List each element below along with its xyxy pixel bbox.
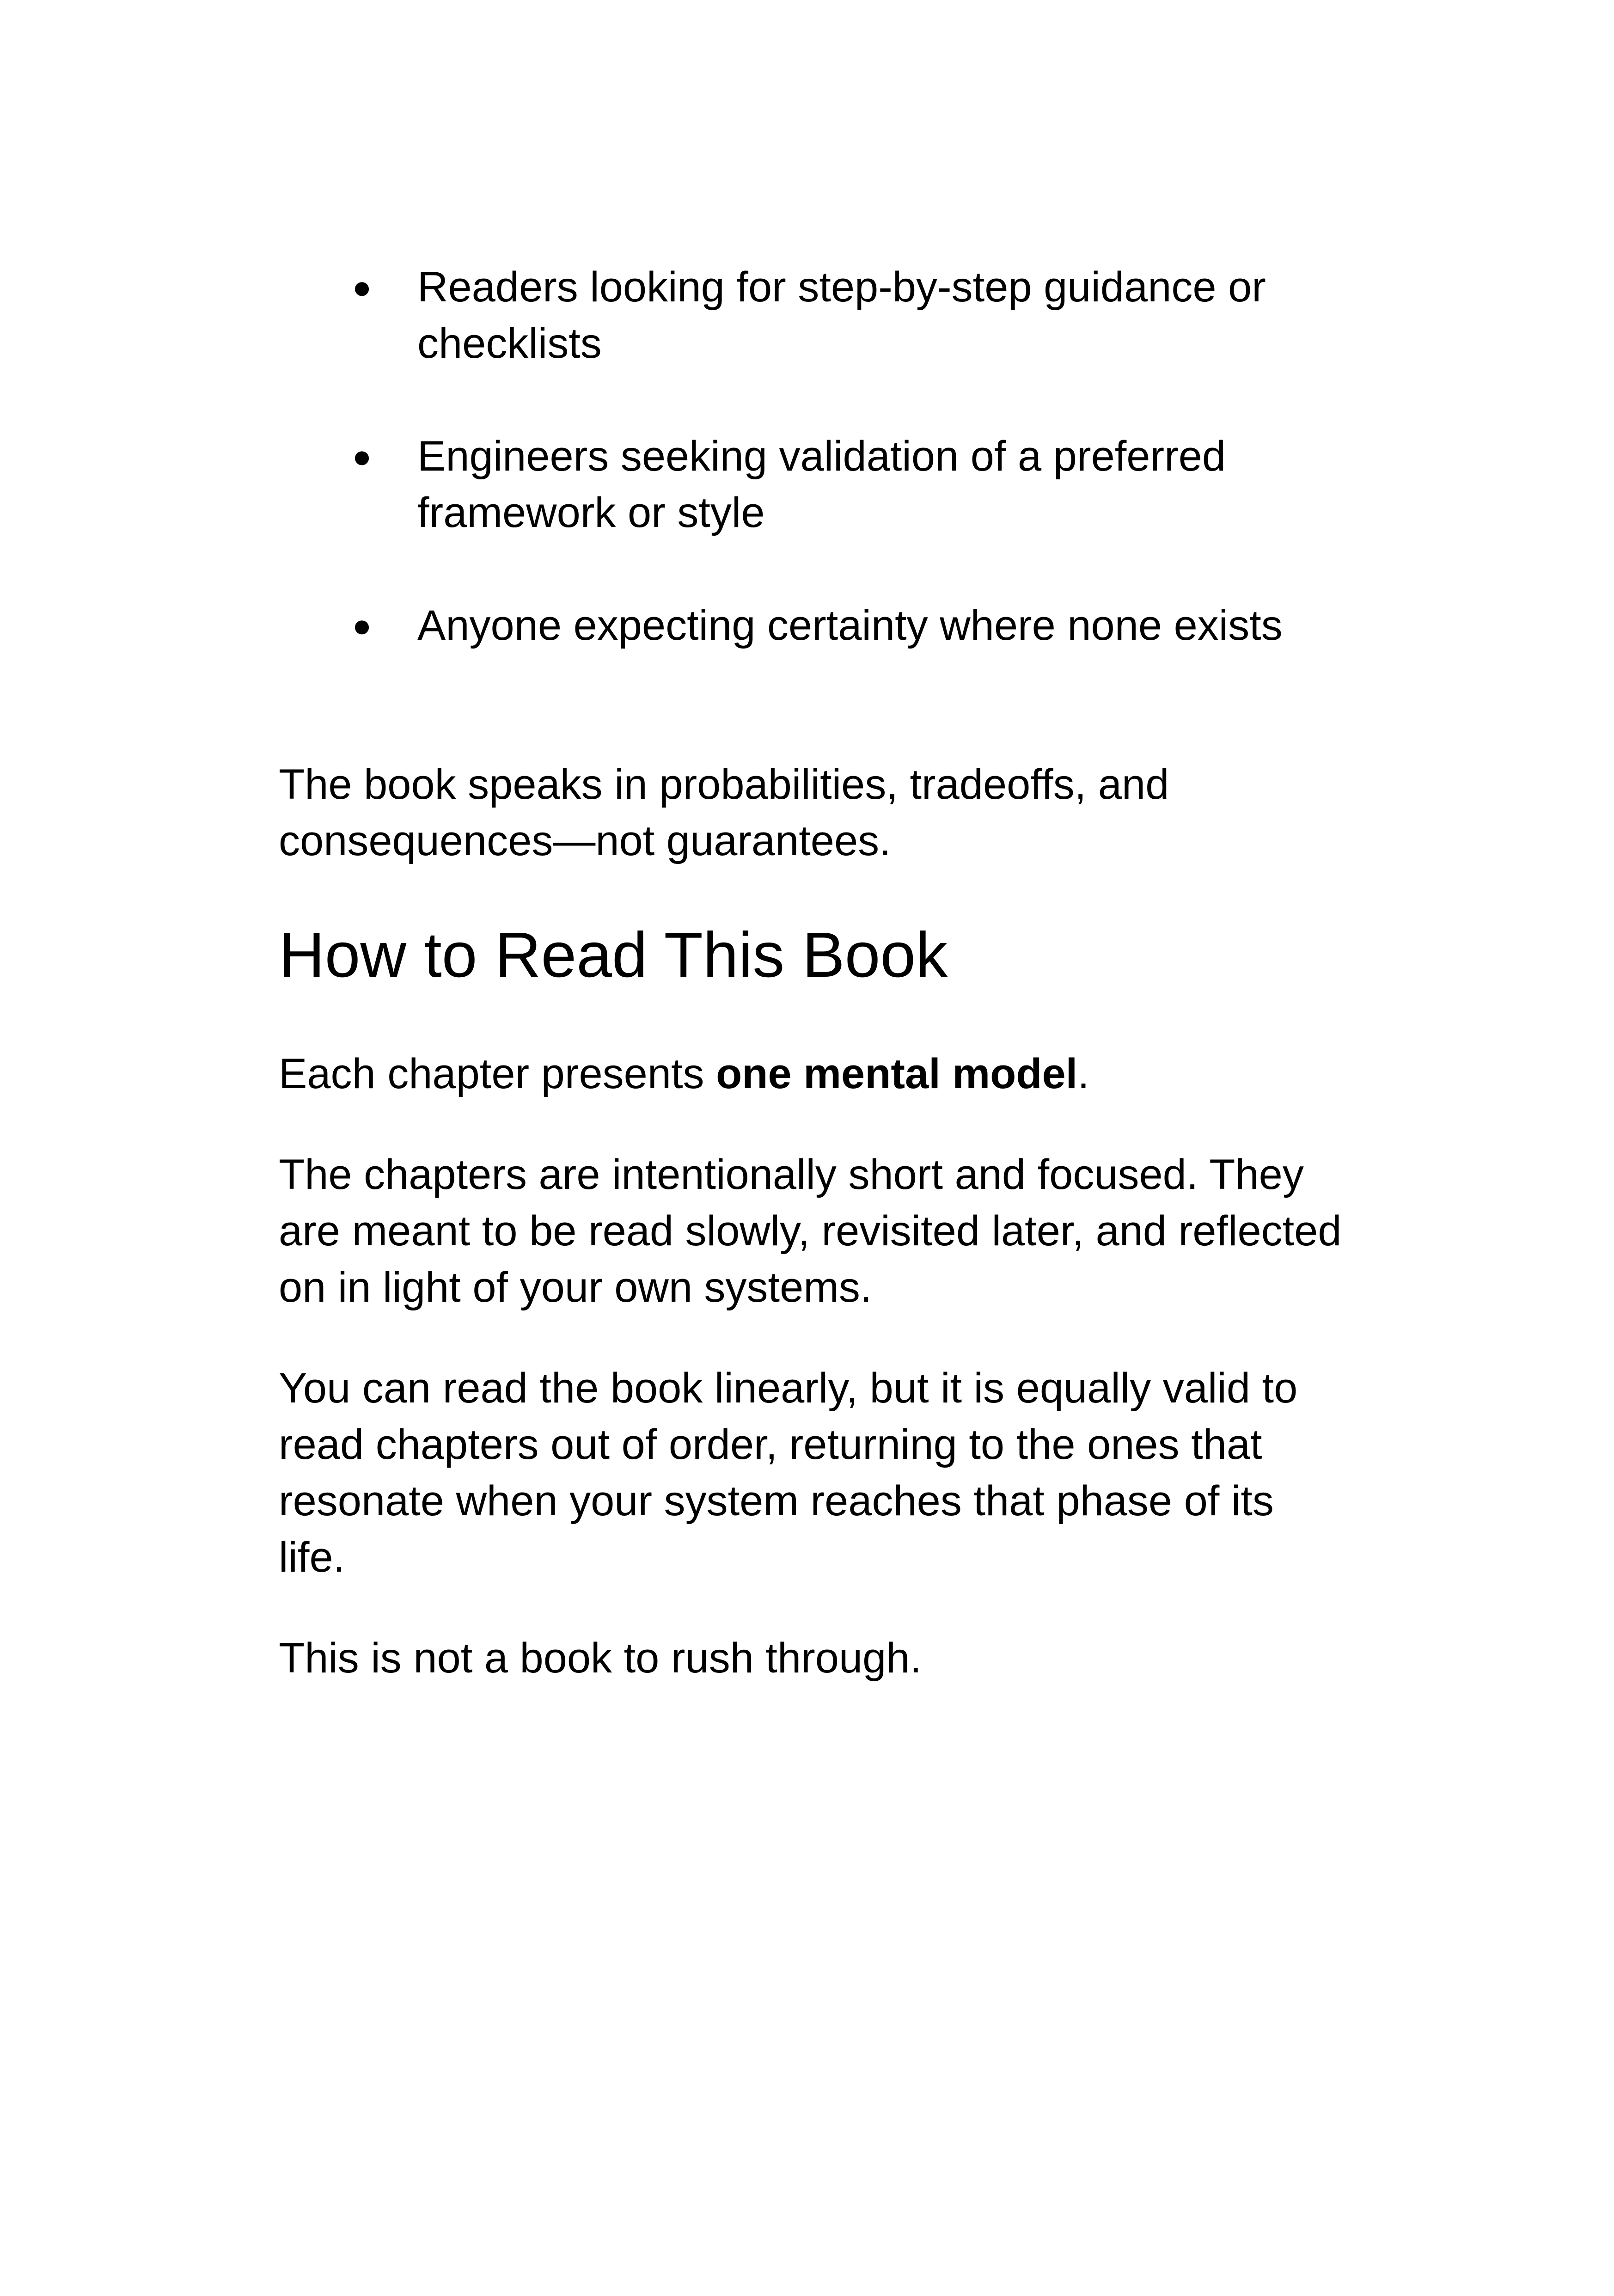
- page-content: [279, 259, 1351, 1686]
- bullet-icon: ●: [352, 607, 372, 643]
- list-item: [279, 259, 1351, 372]
- bullet-text: Readers looking for step-by-step guidance or checklists: [417, 263, 1266, 367]
- list-item: [279, 597, 1351, 654]
- chapter-intro-paragraph: [279, 1046, 1351, 1102]
- chapter-intro-suffix: .: [1077, 1050, 1089, 1097]
- chapter-intro-bold: one mental model: [716, 1050, 1078, 1097]
- bullet-icon: ●: [352, 438, 372, 474]
- bullet-list: [279, 259, 1351, 654]
- intro-paragraph: The book speaks in probabilities, tradeoffs, and consequences—not guarantees.: [279, 761, 1169, 864]
- chapter-intro-prefix: Each chapter presents: [279, 1050, 716, 1097]
- bullet-icon: ●: [352, 269, 372, 305]
- body-paragraph: You can read the book linearly, but it is equally valid to read chapters out of order, returning to the ones that resonate when your system reaches that phase of its life.: [279, 1365, 1298, 1581]
- body-paragraph: This is not a book to rush through.: [279, 1635, 922, 1682]
- bullet-text: Anyone expecting certainty where none exists: [417, 602, 1283, 649]
- body-paragraph: The chapters are intentionally short and focused. They are meant to be read slowly, revisited later, and reflected on in light of your own systems.: [279, 1151, 1342, 1311]
- list-item: [279, 428, 1351, 541]
- section-heading: How to Read This Book: [279, 919, 948, 991]
- bullet-text: Engineers seeking validation of a preferred framework or style: [417, 433, 1226, 536]
